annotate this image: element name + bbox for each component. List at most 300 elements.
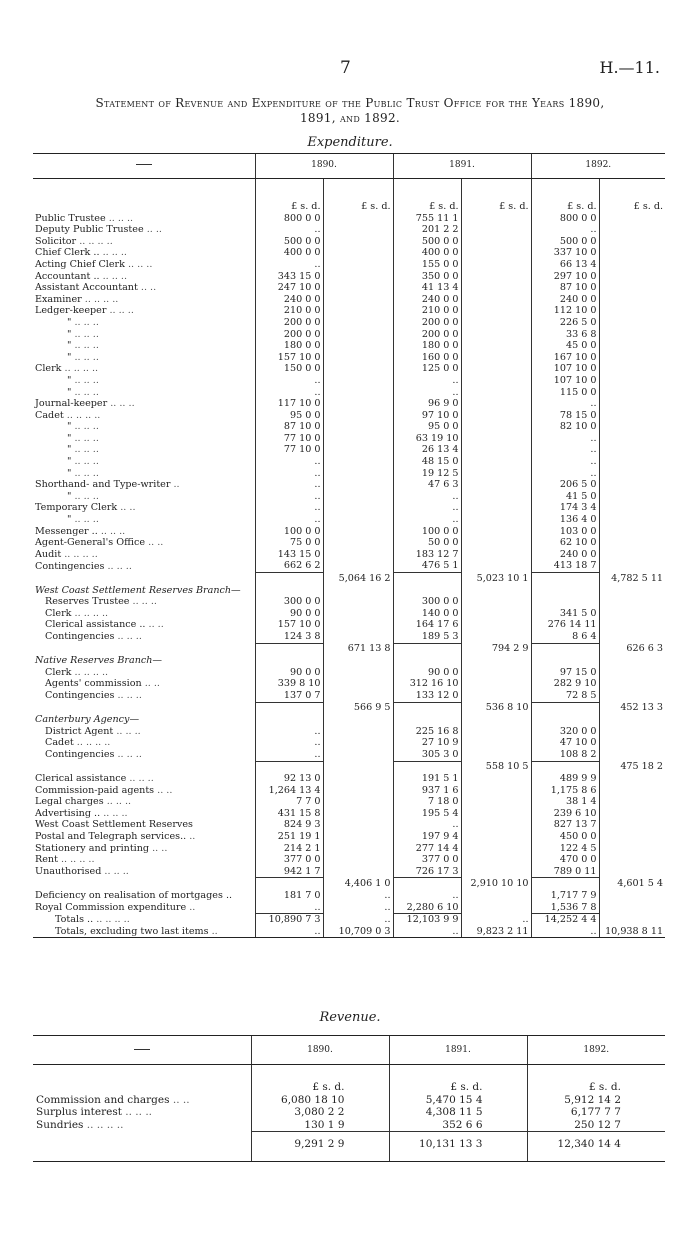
amount-91: 97 10 0 (393, 410, 461, 422)
row-label (33, 410, 255, 422)
expenditure-row (33, 866, 665, 878)
total-92 (599, 785, 665, 797)
total-92 (599, 843, 665, 855)
leader-dots: .. .. .. .. (57, 854, 95, 866)
total-91 (461, 749, 531, 761)
label-text: " (67, 316, 72, 328)
total-92 (599, 468, 665, 480)
total-91 (461, 866, 531, 878)
leader-dots: .. .. .. (105, 212, 134, 224)
leader-dots: .. .. .. .. (71, 607, 109, 619)
amount-90: 214 2 1 (255, 843, 323, 855)
total-90 (323, 456, 393, 468)
total-90 (323, 236, 393, 248)
total-92 (599, 236, 665, 248)
total-91 (461, 502, 531, 514)
total-91 (461, 631, 531, 643)
total-91 (461, 433, 531, 445)
amount-90: 87 10 0 (255, 421, 323, 433)
total-90 (323, 619, 393, 631)
amount-92: 800 0 0 (531, 213, 599, 225)
amount-90 (255, 643, 323, 655)
amount-91: 95 0 0 (393, 421, 461, 433)
row-label (33, 808, 255, 820)
row-label (33, 224, 255, 236)
total-90 (323, 305, 393, 317)
label-text: Clerk (45, 607, 72, 619)
label-text: " (67, 467, 72, 479)
amount-92: 97 15 0 (531, 667, 599, 679)
total-92 (599, 619, 665, 631)
total-92 (599, 305, 665, 317)
amount-92: 45 0 0 (531, 340, 599, 352)
total-92 (599, 714, 665, 726)
amount-92 (531, 714, 599, 726)
expenditure-row (33, 468, 665, 480)
amount-90: 824 9 3 (255, 819, 323, 831)
expenditure-row (33, 213, 665, 225)
label-text: Clerical assistance .. (45, 619, 146, 631)
total-90 (323, 655, 393, 667)
label-text: " (67, 456, 72, 468)
expenditure-row (33, 655, 665, 667)
total-91 (461, 549, 531, 561)
row-label (33, 726, 255, 738)
amount-90: 90 0 0 (255, 608, 323, 620)
amount-92: .. (531, 926, 599, 938)
expenditure-row (33, 329, 665, 341)
revenue-90: 6,080 18 10 (251, 1094, 389, 1107)
revenue-row (33, 1106, 665, 1119)
expenditure-row (33, 761, 665, 773)
amount-90: 117 10 0 (255, 398, 323, 410)
total-91 (461, 444, 531, 456)
amount-91: 63 19 10 (393, 433, 461, 445)
expenditure-row (33, 537, 665, 549)
amount-90 (255, 573, 323, 585)
total-90 (323, 352, 393, 364)
total-90 (323, 213, 393, 225)
leader-dots: .. .. (137, 282, 157, 294)
label-text: Unauthorised (35, 866, 102, 878)
amount-91: 305 3 0 (393, 749, 461, 761)
total-92 (599, 914, 665, 926)
total-90 (323, 247, 393, 259)
total-90 (323, 468, 393, 480)
row-label (33, 560, 255, 572)
amount-91: 19 12 5 (393, 468, 461, 480)
total-92: 10,938 8 11 (599, 926, 665, 938)
row-label (33, 549, 255, 561)
amount-90: .. (255, 259, 323, 271)
expenditure-row (33, 785, 665, 797)
amount-91 (393, 655, 461, 667)
expenditure-row (33, 573, 665, 585)
total-92 (599, 749, 665, 761)
row-label (33, 655, 255, 667)
amount-91: 160 0 0 (393, 352, 461, 364)
year-header-1890: 1890. (255, 154, 393, 179)
total-91 (461, 271, 531, 283)
amount-91 (393, 643, 461, 655)
amount-92: 450 0 0 (531, 831, 599, 843)
total-91 (461, 213, 531, 225)
row-label (33, 1094, 251, 1107)
amount-92: 789 0 11 (531, 866, 599, 878)
total-91 (461, 224, 531, 236)
total-91 (461, 890, 531, 902)
amount-91: 755 11 1 (393, 213, 461, 225)
row-label (33, 737, 255, 749)
leader-dots: .. .. .. (71, 467, 99, 479)
title-line-2: 1891, and 1892. (299, 111, 401, 125)
total-92 (599, 526, 665, 538)
label-text: " (67, 351, 72, 363)
total-92 (599, 549, 665, 561)
amount-92: 41 5 0 (531, 491, 599, 503)
total-90 (323, 866, 393, 878)
label-text: Temporary Clerk (35, 502, 118, 514)
total-91 (461, 514, 531, 526)
row-label (33, 831, 255, 843)
total-90 (323, 608, 393, 620)
amount-91: 240 0 0 (393, 294, 461, 306)
amount-90: .. (255, 456, 323, 468)
amount-92: 500 0 0 (531, 236, 599, 248)
row-label (33, 363, 255, 375)
row-label (33, 259, 255, 271)
total-90 (323, 819, 393, 831)
leader-dots: .. .. .. .. (93, 913, 130, 925)
expenditure-row (33, 678, 665, 690)
row-label (33, 456, 255, 468)
row-label (33, 854, 255, 866)
amount-91: .. (393, 819, 461, 831)
amount-90: 157 10 0 (255, 619, 323, 631)
amount-90: 180 0 0 (255, 340, 323, 352)
total-90 (323, 526, 393, 538)
label-text: " (67, 340, 72, 352)
amount-91: 937 1 6 (393, 785, 461, 797)
label-text: Examiner (35, 293, 82, 305)
expenditure-row (33, 433, 665, 445)
label-text: Journal-keeper (35, 398, 108, 410)
expenditure-row (33, 890, 665, 902)
amount-91: 350 0 0 (393, 271, 461, 283)
row-label (33, 444, 255, 456)
total-91 (461, 410, 531, 422)
amount-91: 183 12 7 (393, 549, 461, 561)
row-label (33, 678, 255, 690)
label-text: Native Reserves Branch— (35, 655, 163, 667)
total-91 (461, 352, 531, 364)
total-91 (461, 608, 531, 620)
amount-90: 100 0 0 (255, 526, 323, 538)
label-text: " (67, 490, 72, 502)
total-92 (599, 514, 665, 526)
label-text: Chief Clerk .. (35, 247, 100, 259)
revenue-92: 5,912 14 2 (527, 1094, 665, 1107)
expenditure-row (33, 514, 665, 526)
row-label (33, 902, 255, 914)
amount-90: 240 0 0 (255, 294, 323, 306)
expenditure-row (33, 726, 665, 738)
row-label (33, 761, 255, 773)
total-91 (461, 317, 531, 329)
leader-dots: .. .. (149, 842, 168, 854)
total-92 (599, 375, 665, 387)
expenditure-row (33, 352, 665, 364)
amount-91: 476 5 1 (393, 560, 461, 572)
total-92 (599, 737, 665, 749)
amount-91: 96 9 0 (393, 398, 461, 410)
total-92 (599, 491, 665, 503)
amount-91: 300 0 0 (393, 596, 461, 608)
leader-dots: .. .. .. (114, 749, 142, 761)
total-91 (461, 678, 531, 690)
total-91 (461, 329, 531, 341)
total-90 (323, 560, 393, 572)
row-label (33, 773, 255, 785)
leader-dots: .. .. .. .. (76, 235, 113, 247)
amount-92 (531, 878, 599, 890)
label-text: Reserves Trustee (45, 596, 130, 608)
expenditure-row (33, 878, 665, 890)
leader-dots: .. .. .. (71, 340, 99, 352)
leader-dots: .. .. .. (99, 247, 127, 259)
leader-dots: .. .. .. .. (73, 737, 111, 749)
total-92 (599, 329, 665, 341)
label-text: Contingencies (35, 560, 105, 572)
expenditure-row (33, 796, 665, 808)
label-text: Legal charges (35, 796, 104, 808)
amount-90: 150 0 0 (255, 363, 323, 375)
amount-91: 125 0 0 (393, 363, 461, 375)
totals-blank (33, 1132, 251, 1162)
amount-91: 726 17 3 (393, 866, 461, 878)
total-90 (323, 317, 393, 329)
total-90 (323, 271, 393, 283)
label-text: Stationery and printing (35, 842, 150, 854)
amount-90: .. (255, 926, 323, 938)
expenditure-row (33, 854, 665, 866)
amount-91 (393, 702, 461, 714)
amount-92: 1,536 7 8 (531, 902, 599, 914)
row-label (33, 796, 255, 808)
total-90 (323, 690, 393, 702)
expenditure-row (33, 340, 665, 352)
row-label (33, 714, 255, 726)
total-90: 5,064 16 2 (323, 573, 393, 585)
amount-92: .. (531, 456, 599, 468)
amount-92: .. (531, 224, 599, 236)
total-91 (461, 843, 531, 855)
amount-92: 413 18 7 (531, 560, 599, 572)
total-92: 626 6 3 (599, 643, 665, 655)
unit-label: £ s. d. (251, 1065, 389, 1094)
total-90 (323, 596, 393, 608)
total-91: 536 8 10 (461, 702, 531, 714)
total-91 (461, 714, 531, 726)
amount-92: 14,252 4 4 (531, 914, 599, 926)
amount-91 (393, 585, 461, 597)
amount-92: 103 0 0 (531, 526, 599, 538)
leader-dots: .. .. (145, 619, 164, 631)
total-91 (461, 596, 531, 608)
total-90 (323, 549, 393, 561)
total-91: .. (461, 914, 531, 926)
total-91 (461, 236, 531, 248)
expenditure-row (33, 619, 665, 631)
amount-90 (255, 714, 323, 726)
total-92 (599, 456, 665, 468)
label-text: Audit (35, 548, 62, 560)
amount-92: .. (531, 468, 599, 480)
label-text: " (67, 432, 72, 444)
total-90 (323, 537, 393, 549)
amount-92: 72 8 5 (531, 690, 599, 702)
total-92 (599, 773, 665, 785)
total-91: 2,910 10 10 (461, 878, 531, 890)
total-90 (323, 749, 393, 761)
total-92 (599, 363, 665, 375)
leader-dots: .. .. .. (103, 796, 132, 808)
label-text: Advertising .. (35, 807, 101, 819)
label-text: Agent-General's Office (35, 537, 146, 549)
total-92 (599, 247, 665, 259)
expenditure-row (33, 819, 665, 831)
amount-90: .. (255, 491, 323, 503)
expenditure-row (33, 608, 665, 620)
label-text: Cadet (35, 409, 64, 421)
total-92 (599, 560, 665, 572)
expenditure-table (33, 153, 665, 938)
amount-90 (255, 761, 323, 773)
amount-92: 239 6 10 (531, 808, 599, 820)
label-text: Totals, excluding two last items (55, 925, 209, 937)
unit-label: £ s. d. (527, 1065, 665, 1094)
expenditure-row (33, 585, 665, 597)
label-text: Cadet (45, 737, 74, 749)
total-92 (599, 655, 665, 667)
amount-91: 312 16 10 (393, 678, 461, 690)
total-91 (461, 387, 531, 399)
label-text: Ledger-keeper (35, 305, 107, 317)
amount-92: 33 6 8 (531, 329, 599, 341)
total-90 (323, 831, 393, 843)
total-91 (461, 363, 531, 375)
amount-92: 107 10 0 (531, 363, 599, 375)
label-text: Clerical assistance (35, 773, 127, 785)
amount-92 (531, 761, 599, 773)
revenue-heading: Revenue. (319, 1010, 381, 1025)
row-label (33, 305, 255, 317)
leader-dots: .. (186, 901, 196, 913)
row-label (33, 843, 255, 855)
amount-90: 400 0 0 (255, 247, 323, 259)
amount-92: 297 10 0 (531, 271, 599, 283)
total-92 (599, 398, 665, 410)
total-90 (323, 667, 393, 679)
expenditure-row (33, 282, 665, 294)
total-92 (599, 608, 665, 620)
amount-92: 320 0 0 (531, 726, 599, 738)
amount-90: 10,890 7 3 (255, 914, 323, 926)
amount-90: 157 10 0 (255, 352, 323, 364)
total-91 (461, 667, 531, 679)
amount-91: 12,103 9 9 (393, 914, 461, 926)
amount-90: 300 0 0 (255, 596, 323, 608)
row-label (33, 890, 255, 902)
header-blank (33, 1036, 251, 1065)
label-text: Contingencies (45, 631, 115, 643)
expenditure-row (33, 749, 665, 761)
leader-dots: .. .. .. (71, 386, 99, 398)
total-91 (461, 902, 531, 914)
total-91 (461, 726, 531, 738)
unit-label: £ s. d. (393, 179, 461, 213)
label-text: Rent (35, 854, 58, 866)
amount-91: 200 0 0 (393, 317, 461, 329)
total-92 (599, 444, 665, 456)
amount-90: 431 15 8 (255, 808, 323, 820)
amount-91: .. (393, 926, 461, 938)
amount-92: .. (531, 444, 599, 456)
amount-90: 210 0 0 (255, 305, 323, 317)
year-header-1892: 1892. (531, 154, 665, 179)
label-text: Accountant .. (35, 270, 100, 282)
title-line-1: Statement of Revenue and Expenditure of the Public Trust Office for the Years 1890, (95, 96, 605, 110)
total-92 (599, 866, 665, 878)
row-label (33, 236, 255, 248)
leader-dots: .. .. .. (71, 351, 99, 363)
leader-dots: .. .. .. (100, 807, 128, 819)
total-90 (323, 259, 393, 271)
total-90 (323, 444, 393, 456)
amount-90: 77 10 0 (255, 444, 323, 456)
expenditure-row (33, 808, 665, 820)
amount-91: 200 0 0 (393, 329, 461, 341)
total-91 (461, 690, 531, 702)
amount-92: 337 10 0 (531, 247, 599, 259)
label-text: Agents' commission (45, 678, 142, 690)
row-label (33, 479, 255, 491)
leader-dots: .. .. .. (71, 316, 99, 328)
total-91 (461, 421, 531, 433)
leader-dots: .. .. .. (71, 328, 99, 340)
label-text: Deficiency on realisation of mortgages .. (35, 890, 233, 902)
row-label (33, 352, 255, 364)
leader-dots: .. .. (141, 678, 160, 690)
leader-dots: .. .. .. (71, 514, 99, 526)
expenditure-row (33, 236, 665, 248)
amount-90: .. (255, 502, 323, 514)
document-reference: H.—11. (599, 58, 660, 77)
label-text: Sundries (36, 1118, 84, 1131)
expenditure-row (33, 643, 665, 655)
expenditure-row (33, 375, 665, 387)
total-91 (461, 854, 531, 866)
total-91 (461, 294, 531, 306)
revenue-row (33, 1094, 665, 1107)
label-text: Commission-paid agents (35, 784, 155, 796)
amount-91: 26 13 4 (393, 444, 461, 456)
total-91 (461, 398, 531, 410)
total-90 (323, 714, 393, 726)
amount-92: 282 9 10 (531, 678, 599, 690)
amount-90: 377 0 0 (255, 854, 323, 866)
total-92 (599, 596, 665, 608)
